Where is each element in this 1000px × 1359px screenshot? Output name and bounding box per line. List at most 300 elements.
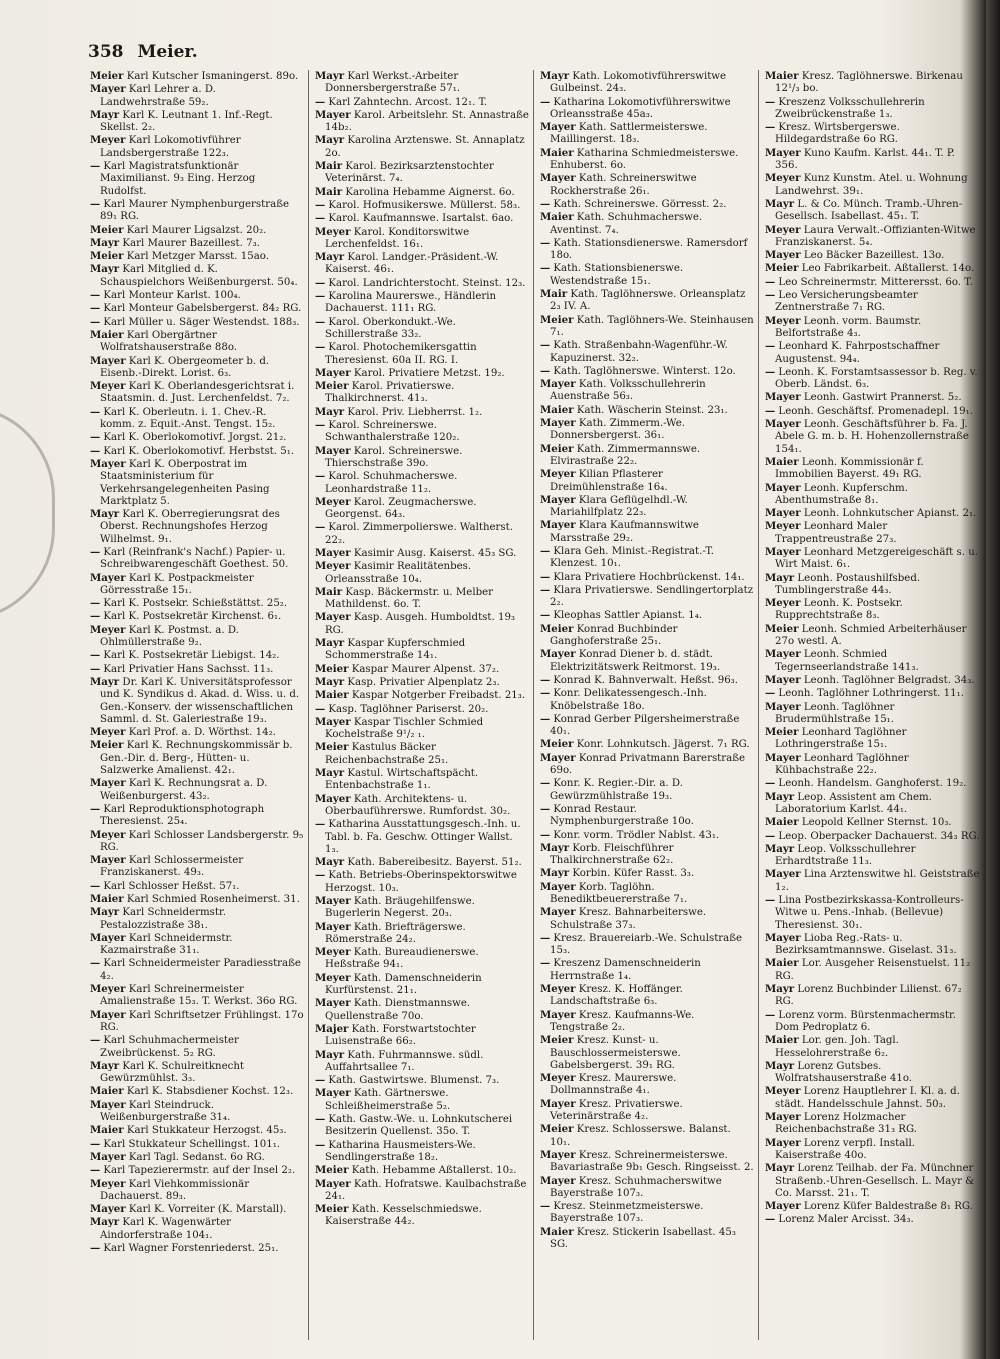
entry-details: Karl K. Postpackmeister Görresstraße 15₁. (100, 572, 254, 596)
directory-entry (90, 932, 304, 958)
entry-surname: Mayer (765, 1200, 801, 1213)
entry-details: Karl K. Postmst. a. D. Ohlmüllerstraße 9₂. (100, 624, 239, 649)
entry-surname: Mayr (765, 571, 795, 584)
entry-details: Karl Monteur Karlst. 100₄. (100, 290, 241, 302)
entry-details: Lor. Ausgeher Reisenstuelst. 11₂ RG. (775, 958, 971, 982)
entry-details: Kath. Kesselschmiedswe. Kaiserstraße 44₂. (325, 1204, 482, 1228)
entry-details: Kresz. Wirtsbergerswe. Hildegardstraße 6o RG. (775, 122, 900, 146)
entry-details: Karl Schlosser Heßst. 57₁. (100, 880, 240, 892)
entry-surname: Meier (540, 313, 574, 326)
directory-entry (90, 109, 304, 135)
directory-entry (540, 648, 754, 674)
entry-details: Karl Schlosser Landsbergerstr. 9₅ RG. (100, 829, 304, 853)
directory-entry (765, 1200, 980, 1213)
entry-surname: — (315, 1074, 326, 1087)
entry-details: Konr. vorm. Trödler Nablst. 43₁. (550, 829, 720, 841)
directory-entry (90, 1178, 304, 1204)
entry-details: Karl Schlossermeister Franziskanerst. 49₃. (100, 855, 244, 879)
directory-entry (765, 366, 980, 392)
entry-details: Kath. Dienstmannswe. Quellenstraße 70o. (325, 998, 471, 1022)
entry-details: Kasp. Bäckermstr. u. Melber Mathildenst. 6o. T. (325, 586, 493, 611)
entry-details: Karl K. Rechnungsrat a. D. Weißenburgerst. 43₂. (100, 778, 268, 802)
entry-surname: Meyer (540, 468, 576, 481)
entry-surname: Mayer (765, 507, 801, 520)
entry-details: Karl Magistratsfunktionär Maximilianst. 9₃ Eing. Herzog Rudolfst. (100, 161, 256, 197)
directory-entry (540, 932, 754, 958)
entry-surname: Maier (540, 403, 574, 416)
entry-surname: Mayr (765, 790, 795, 803)
entry-surname: Mayer (765, 1111, 801, 1124)
directory-entry (540, 1175, 754, 1201)
entry-surname: — (540, 544, 551, 557)
directory-entry (315, 212, 529, 225)
entry-details: Kresz. Taglöhnerswe. Birkenau 12¹/₃ bo. (775, 71, 963, 95)
entry-surname: Mayer (765, 868, 801, 881)
entry-details: Karl K. Obergeometer b. d. Eisenb.-Direkt. Lorist. 6₃. (100, 355, 270, 379)
entry-surname: Meyer (315, 495, 351, 508)
directory-entry (90, 406, 304, 432)
directory-entry (765, 1213, 980, 1226)
entry-details: Karol. Kaufmannswe. Isartalst. 6ao. (325, 213, 514, 225)
entry-surname: Mair (315, 185, 343, 198)
directory-entry (315, 109, 529, 135)
directory-entry (90, 380, 304, 406)
directory-entry (90, 906, 304, 932)
directory-entry (540, 1226, 754, 1252)
entry-details: Kresz. Stickerin Isabellast. 45₃ SG. (550, 1226, 736, 1251)
column-2 (309, 70, 534, 1340)
entry-details: Kasimir Realitätenbes. Orleansstraße 10₄. (325, 561, 472, 585)
entry-details: Kath. Fuhrmannswe. südl. Auffahrtsallee 7₁. (325, 1049, 484, 1073)
directory-entry (90, 237, 304, 250)
entry-details: Kresz. Brauereiarb.-We. Schulstraße 15₃. (550, 932, 743, 957)
directory-entry (765, 752, 980, 778)
entry-details: Kuno Kaufm. Karlst. 44₁. T. P. 356. (775, 147, 955, 172)
directory-entry (540, 404, 754, 417)
entry-details: Karol. Konditorswitwe Lerchenfeldst. 16₁. (325, 226, 470, 250)
entry-surname: — (90, 315, 101, 328)
entry-details: Leo Versicherungsbeamter Zentnerstraße 7₁ RG. (775, 290, 918, 314)
entry-details: Kunz Kunstm. Atel. u. Wohnung Landwehrst. 39₁. (775, 173, 968, 197)
directory-entry (90, 329, 304, 355)
entry-surname: Mayr (90, 263, 120, 276)
directory-entry (90, 160, 304, 198)
entry-details: Kresz. K. Hoffänger. Landschaftstraße 6₃. (550, 984, 683, 1008)
entry-surname: — (765, 687, 776, 700)
directory-entry (540, 288, 754, 314)
entry-surname: Mayer (315, 611, 351, 624)
entry-surname: — (315, 290, 326, 303)
entry-details: Karl Maurer Nymphenburgerstraße 89₁ RG. (100, 198, 290, 223)
directory-entry (90, 289, 304, 302)
entry-surname: Mayr (315, 767, 345, 780)
entry-surname: — (765, 404, 776, 417)
directory-entry (540, 906, 754, 932)
entry-surname: Mayer (765, 481, 801, 494)
directory-entry (90, 957, 304, 983)
directory-entry (90, 546, 304, 572)
entry-surname: — (765, 275, 776, 288)
directory-entry (765, 546, 980, 572)
entry-surname: Mayer (90, 931, 126, 944)
entry-surname: — (90, 545, 101, 558)
directory-entry (540, 443, 754, 469)
directory-entry (540, 365, 754, 378)
entry-surname: — (765, 289, 776, 302)
directory-entry (540, 957, 754, 983)
entry-details: Karl K. Oberlokomotivf. Herbstst. 5₁. (100, 445, 295, 457)
entry-surname: Mayr (90, 906, 120, 919)
directory-entry (765, 777, 980, 790)
entry-details: Katharina Ausstattungsgesch.-Inh. u. Tabl. b. Fa. Geschw. Ottinger Wallst. 1₃. (325, 819, 521, 855)
entry-surname: Mayr (540, 841, 570, 854)
entry-surname: — (765, 95, 776, 108)
directory-entry (765, 648, 980, 674)
entry-surname: — (315, 1138, 326, 1151)
entry-surname: Mayer (315, 444, 351, 457)
directory-entry (540, 829, 754, 842)
entry-surname: Meier (315, 741, 349, 754)
entry-surname: Maier (315, 689, 349, 702)
entry-details: Karl Schriftsetzer Frühlingst. 17o RG. (100, 1009, 304, 1033)
entry-details: Karl Schneidermeister Paradiesstraße 4₂. (100, 958, 301, 982)
entry-surname: Meyer (90, 380, 126, 393)
entry-details: Konrad Privatmann Barerstraße 69o. (550, 752, 746, 777)
directory-entry (90, 803, 304, 829)
directory-entry (90, 224, 304, 237)
entry-details: Leonh. Gastwirt Prannerst. 5₂. (800, 392, 962, 404)
entry-details: Karl Zahntechn. Arcost. 12₁. T. (325, 96, 488, 108)
entry-details: Konrad Gerber Pilgersheimerstraße 40₁. (550, 713, 740, 738)
directory-entry (315, 547, 529, 560)
entry-surname: Mayer (90, 1150, 126, 1163)
entry-details: Klara Privatierswe. Sendlingertorplatz 2₂. (550, 584, 754, 609)
entry-surname: Mayer (765, 391, 801, 404)
entry-details: Leonh. K. Postsekr. Rupprechtstraße 8₃. (775, 598, 903, 622)
entry-details: Karl Wagner Forstenriederst. 25₁. (100, 1243, 279, 1255)
directory-entry (315, 1139, 529, 1165)
entry-surname: Mayr (315, 134, 345, 147)
entry-details: Kath. Lokomotivführerswitwe Gulbeinst. 24₃. (550, 71, 727, 95)
column-1 (84, 70, 309, 1340)
directory-entry (315, 160, 529, 186)
entry-surname: — (540, 673, 551, 686)
entry-details: Leonh. Taglöhner Belgradst. 34₃. (800, 674, 975, 686)
directory-entry (90, 70, 304, 83)
entry-surname: Meier (315, 1203, 349, 1216)
entry-surname: — (540, 931, 551, 944)
directory-entry (90, 1060, 304, 1086)
entry-surname: — (90, 649, 101, 662)
directory-entry (315, 1178, 529, 1204)
entry-surname: Mayr (765, 1059, 795, 1072)
entry-surname: — (315, 276, 326, 289)
entry-details: Lorenz Küfer Baldestraße 8₁ RG. (800, 1201, 973, 1213)
directory-entry (540, 777, 754, 803)
entry-surname: — (540, 95, 551, 108)
entry-surname: — (315, 1113, 326, 1126)
entry-surname: Meier (315, 662, 349, 675)
entry-details: Lorenz vorm. Bürstenmachermstr. Dom Pedroplatz 6. (775, 1009, 956, 1033)
entry-details: Leonh. Schmied Arbeiterhäuser 27o westl. A. (775, 623, 967, 648)
entry-details: Leonh. vorm. Baumstr. Belfortstraße 4₃. (775, 315, 922, 339)
directory-entry (540, 198, 754, 211)
entry-details: Klara Kaufmannswitwe Marsstraße 29₂. (550, 520, 699, 544)
entry-surname: Meier (315, 1164, 349, 1177)
entry-details: Karl K. Postsekr. Schießstättst. 25₂. (100, 598, 288, 610)
entry-surname: Mayer (90, 777, 126, 790)
entry-surname: Maier (90, 1085, 124, 1098)
directory-entry (315, 972, 529, 998)
directory-entry (540, 96, 754, 122)
entry-details: Karl Reproduktionsphotograph Theresienst. 25₄. (100, 803, 265, 828)
directory-entry (540, 1072, 754, 1098)
entry-surname: — (90, 444, 101, 457)
directory-entry (315, 869, 529, 895)
entry-details: Kath. Gastw.-We. u. Lohnkutscherei Besitzerin Quellenst. 35o. T. (325, 1114, 513, 1138)
entry-surname: — (540, 236, 551, 249)
directory-entry (540, 571, 754, 584)
entry-details: Leonhard K. Fahrpostschaffner Augustenst. 94₄. (775, 341, 940, 365)
entry-details: Klara Privatiere Hochbrückenst. 14₁. (550, 571, 745, 583)
entry-surname: Maier (540, 211, 574, 224)
directory-entry (540, 752, 754, 778)
directory-entry (315, 134, 529, 160)
entry-details: Kaspar Notgerber Freibadst. 21₃. (348, 690, 526, 702)
entry-details: Lorenz Gutsbes. Wolfratshauserstraße 41o. (775, 1060, 913, 1085)
directory-entry (765, 816, 980, 829)
entry-details: Konrad Diener b. d. städt. Elektrizitätswerk Reitmorst. 19₃. (550, 649, 721, 673)
entry-details: Leonhard Maler Trappentreustraße 27₃. (775, 521, 897, 545)
directory-entry (315, 316, 529, 342)
directory-entry (315, 663, 529, 676)
directory-entry (540, 687, 754, 713)
directory-entry (315, 767, 529, 793)
entry-details: Karl Tagl. Sedanst. 6o RG. (125, 1151, 265, 1163)
entry-details: Lina Postbezirkskassa-Kontrolleurs-Witwe u. Pens.-Inhab. (Bellevue) Theresienst. 30₁. (775, 895, 964, 931)
entry-surname: Mayr (315, 70, 345, 82)
entry-details: Kath. Babereibesitz. Bayerst. 51₂. (344, 857, 522, 869)
entry-details: Leop. Assistent am Chem. Laboratorium Karlst. 44₁. (775, 791, 932, 815)
entry-surname: Mayer (315, 792, 351, 805)
directory-entry (90, 1216, 304, 1242)
entry-surname: Maier (90, 893, 124, 905)
directory-entry (765, 1137, 980, 1163)
directory-entry (540, 147, 754, 173)
directory-entry (90, 508, 304, 546)
entry-surname: Mayer (90, 1098, 126, 1111)
entry-details: Leonh. Handelsm. Ganghoferst. 19₂. (775, 778, 967, 790)
entry-surname: — (315, 212, 326, 225)
directory-entry (90, 445, 304, 458)
entry-surname: — (765, 829, 776, 842)
directory-entry (765, 726, 980, 752)
entry-details: Kreszenz Damenschneiderin Herrnstraße 1₄. (550, 958, 701, 982)
entry-details: Kath. Taglöhners-We. Steinhausen 7₁. (550, 314, 754, 338)
entry-details: Lorenz Holzmacher Reichenbachstraße 31₃ RG. (775, 1112, 917, 1136)
entry-details: Karl Lokomotivführer Landsbergerstraße 122₃. (100, 135, 241, 159)
entry-details: Karol. Zeugmacherswe. Georgenst. 64₃. (325, 496, 477, 521)
entry-surname: Mayr (90, 236, 120, 249)
directory-entry (540, 237, 754, 263)
directory-entry (540, 262, 754, 288)
directory-entry (315, 586, 529, 612)
entry-surname: — (90, 431, 101, 444)
entry-details: Kath. Schreinerswitwe Rockherstraße 26₁. (550, 173, 697, 197)
entry-surname: Meier (540, 622, 574, 635)
directory-entry (90, 263, 304, 289)
entry-details: Kresz. Bahnarbeiterswe. Schulstraße 37₃. (550, 907, 707, 931)
directory-entry (90, 597, 304, 610)
directory-entry (315, 997, 529, 1023)
directory-entry (315, 1203, 529, 1229)
directory-entry (540, 1149, 754, 1175)
directory-entry (90, 250, 304, 263)
entry-details: Leonh. Geschäftsf. Promenadepl. 19₁. (775, 405, 973, 417)
entry-surname: — (765, 1008, 776, 1021)
directory-entry (765, 249, 980, 262)
entry-details: Kresz. Steinmetzmeisterswe. Bayerstraße 107₃. (550, 1201, 704, 1225)
entry-details: Karl Schneidermstr. Kazmairstraße 31₁. (100, 932, 233, 957)
entry-details: Leo Fabrikarbeit. Aßtallerst. 14o. (798, 263, 975, 275)
entry-surname: Mayer (765, 931, 801, 944)
directory-entry (90, 1242, 304, 1255)
directory-entry (765, 418, 980, 456)
directory-entry (765, 868, 980, 894)
entry-details: Leop. Oberpacker Dachauerst. 34₃ RG. (775, 830, 980, 842)
directory-entry (315, 703, 529, 716)
entry-details: Leonh. Taglöhner Lothringerst. 11₁. (775, 688, 964, 700)
directory-entry (540, 1009, 754, 1035)
entry-surname: Mayer (765, 648, 801, 661)
entry-details: Konrad Buchbinder Ganghoferstraße 25₁. (550, 623, 678, 648)
entry-details: Leonh. Kommissionär f. Immobilien Bayerst. 49₁ RG. (775, 456, 924, 481)
entry-details: Lorenz Hauptlehrer I. Kl. a. d. städt. Handelsschule Jahnst. 50₃. (775, 1086, 960, 1110)
entry-surname: — (90, 662, 101, 675)
entry-details: Kath. Damenschneiderin Kurfürstenst. 21₁. (325, 972, 482, 997)
directory-entry (90, 355, 304, 381)
entry-surname: — (90, 802, 101, 815)
entry-surname: Meier (90, 70, 124, 82)
entry-details: Kasp. Taglöhner Pariserst. 20₂. (325, 703, 489, 715)
entry-details: Kasp. Ausgeh. Humboldtst. 19₃ RG. (325, 612, 516, 636)
entry-surname: — (540, 609, 551, 622)
entry-surname: Maier (765, 1034, 799, 1047)
entry-surname: Mayr (90, 675, 120, 688)
directory-entry (540, 1123, 754, 1149)
entry-surname: Mayr (315, 251, 345, 264)
entry-details: Karl Privatier Hans Sachsst. 11₃. (100, 663, 274, 675)
entry-surname: Meyer (765, 520, 801, 533)
entry-surname: — (90, 597, 101, 610)
directory-entry (540, 417, 754, 443)
directory-entry (90, 1085, 304, 1098)
entry-surname: — (540, 802, 551, 815)
entry-details: Leonh. K. Forstamtsassessor b. Reg. v. Oberb. Ländst. 6₃. (775, 366, 978, 391)
directory-entry (90, 1099, 304, 1125)
directory-entry (765, 507, 980, 520)
entry-details: Karl K. Postsekretär Liebigst. 14₂. (100, 650, 280, 662)
entry-surname: Mayer (90, 1203, 126, 1216)
directory-entry (315, 921, 529, 947)
entry-surname: — (90, 1034, 101, 1047)
entry-surname: Mayr (765, 842, 795, 855)
entry-surname: Mayer (315, 895, 351, 907)
entry-details: Leonh. Geschäftsführer b. Fa. J. Abele G. m. b. H. Hohenzollernstraße 154₁. (775, 419, 969, 455)
page-header (88, 42, 198, 68)
directory-entry (315, 1074, 529, 1087)
entry-details: Lorenz Buchbinder Lilienst. 67₂ RG. (775, 984, 962, 1008)
entry-details: Klara Geflügelhdl.-W. Mariahilfplatz 22₃. (550, 494, 688, 519)
entry-details: Kath. Hofratswe. Kaulbachstraße 24₁. (325, 1178, 527, 1202)
entry-surname: — (315, 521, 326, 534)
entry-details: Karl K. Wagenwärter Aindorferstraße 104₁. (100, 1217, 231, 1241)
entry-details: Karol. Oberkondukt.-We. Schillerstraße 33₂. (325, 316, 456, 340)
directory-entry (315, 946, 529, 972)
entry-surname: Meyer (765, 314, 801, 327)
entry-details: Kath. Bräugehilfenswe. Bugerlerin Negerst. 20₃. (325, 896, 475, 920)
directory-entry (315, 496, 529, 522)
entry-surname: Maier (765, 455, 799, 468)
directory-entry (315, 367, 529, 380)
entry-surname: — (540, 957, 551, 970)
entry-surname: — (315, 869, 326, 882)
entry-surname: Mayer (540, 1148, 576, 1161)
entry-details: Kath. Stationsdienerswe. Ramersdorf 18o. (550, 237, 748, 262)
entry-surname: Mayer (540, 906, 576, 919)
entry-details: Leo Schreinermstr. Mitterersst. 6o. T. (775, 276, 973, 288)
directory-entry (540, 70, 754, 96)
directory-entry (540, 842, 754, 868)
directory-entry (765, 172, 980, 198)
entry-details: Leo Bäcker Bazeillest. 13o. (800, 250, 945, 262)
directory-entry (315, 445, 529, 471)
entry-surname: Mayr (315, 637, 345, 650)
entry-surname: Meier (540, 738, 574, 751)
directory-entry (315, 406, 529, 419)
entry-details: Konrad K. Bahnverwalt. Heßst. 96₃. (550, 674, 739, 686)
entry-details: Katharina Lokomotivführerswitwe Orleansstraße 45a₃. (550, 96, 731, 120)
entry-surname: Mair (315, 585, 343, 598)
entry-surname: — (540, 583, 551, 596)
entry-details: Karl Stukkateur Herzogst. 45₃. (123, 1125, 287, 1137)
entry-surname: Mayer (540, 378, 576, 391)
entry-surname: Mayer (90, 1008, 126, 1021)
entry-details: Kresz. Schlosserswe. Balanst. 10₁. (550, 1124, 731, 1148)
entry-surname: Mayr (90, 1059, 120, 1072)
entry-surname: Meyer (315, 225, 351, 238)
directory-entry (540, 623, 754, 649)
directory-entry (765, 262, 980, 275)
entry-surname: — (90, 160, 101, 173)
entry-surname: — (90, 302, 101, 315)
entry-details: Karol. Privatiere Metzst. 19₂. (350, 367, 505, 379)
directory-entry (315, 741, 529, 767)
entry-surname: Meier (540, 442, 574, 455)
entry-surname: Meyer (90, 134, 126, 147)
entry-details: Leonh. Postaushilfsbed. Tumblingerstraße 44₃. (775, 572, 921, 596)
entry-surname: Mayer (540, 1097, 576, 1110)
directory-entry (540, 674, 754, 687)
directory-entry (540, 584, 754, 610)
entry-details: Lina Arztenswitwe hl. Geiststraße 1₂. (775, 869, 980, 893)
directory-entry (315, 1049, 529, 1075)
directory-entry (90, 1164, 304, 1177)
directory-entry (90, 134, 304, 160)
directory-entry (90, 1009, 304, 1035)
entry-surname: Mayr (540, 867, 570, 880)
entry-surname: Meier (90, 223, 124, 236)
